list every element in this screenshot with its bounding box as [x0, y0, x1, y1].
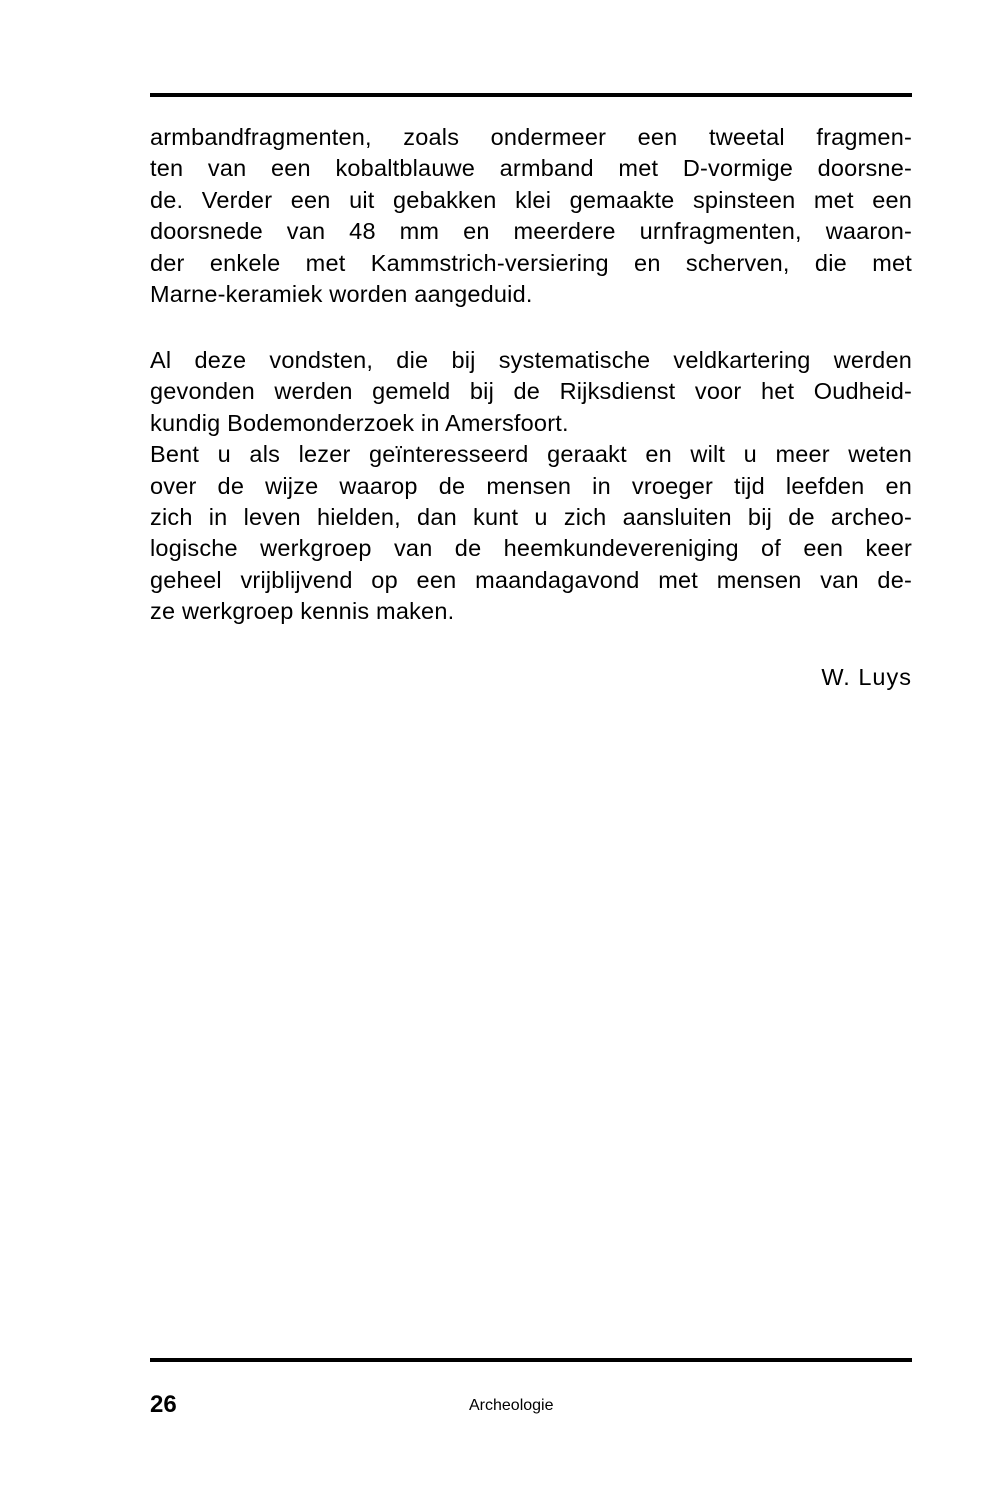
text-line: der enkele met Kammstrich-versiering en scherven, die met: [150, 249, 912, 276]
text-line: de. Verder een uit gebakken klei gemaakte spinsteen met een: [150, 186, 912, 213]
paragraph-1: [150, 122, 912, 310]
text-line: armbandfragmenten, zoals ondermeer een tweetal fragmen-: [150, 124, 912, 150]
text-line: kundig Bodemonderzoek in Amersfoort.: [150, 409, 569, 436]
running-footer-title: Archeologie: [469, 1397, 554, 1414]
bottom-rule: [150, 1358, 912, 1362]
text-line: over de wijze waarop de mensen in vroeger tijd leefden en: [150, 472, 912, 499]
top-rule: [150, 93, 912, 97]
text-line: gevonden werden gemeld bij de Rijksdienst voor het Oudheid-: [150, 378, 912, 405]
text-line: Bent u als lezer geïnteresseerd geraakt en wilt u meer weten: [150, 441, 912, 468]
text-line: geheel vrijblijvend op een maandagavond met mensen van de-: [150, 566, 912, 593]
page-number: 26: [150, 1391, 177, 1418]
paragraph-2: [150, 345, 912, 628]
text-line: Al deze vondsten, die bij systematische veldkartering werden: [150, 347, 912, 373]
text-line: ze werkgroep kennis maken.: [150, 598, 455, 625]
author-signature: W. Luys: [821, 664, 912, 690]
text-line: zich in leven hielden, dan kunt u zich aansluiten bij de archeo-: [150, 504, 912, 531]
text-line: logische werkgroep van de heemkundevereniging of een keer: [150, 535, 912, 562]
text-line: Marne-keramiek worden aangeduid.: [150, 281, 533, 308]
text-line: doorsnede van 48 mm en meerdere urnfragmenten, waaron-: [150, 218, 912, 245]
text-line: ten van een kobaltblauwe armband met D-vormige doorsne-: [150, 155, 912, 182]
